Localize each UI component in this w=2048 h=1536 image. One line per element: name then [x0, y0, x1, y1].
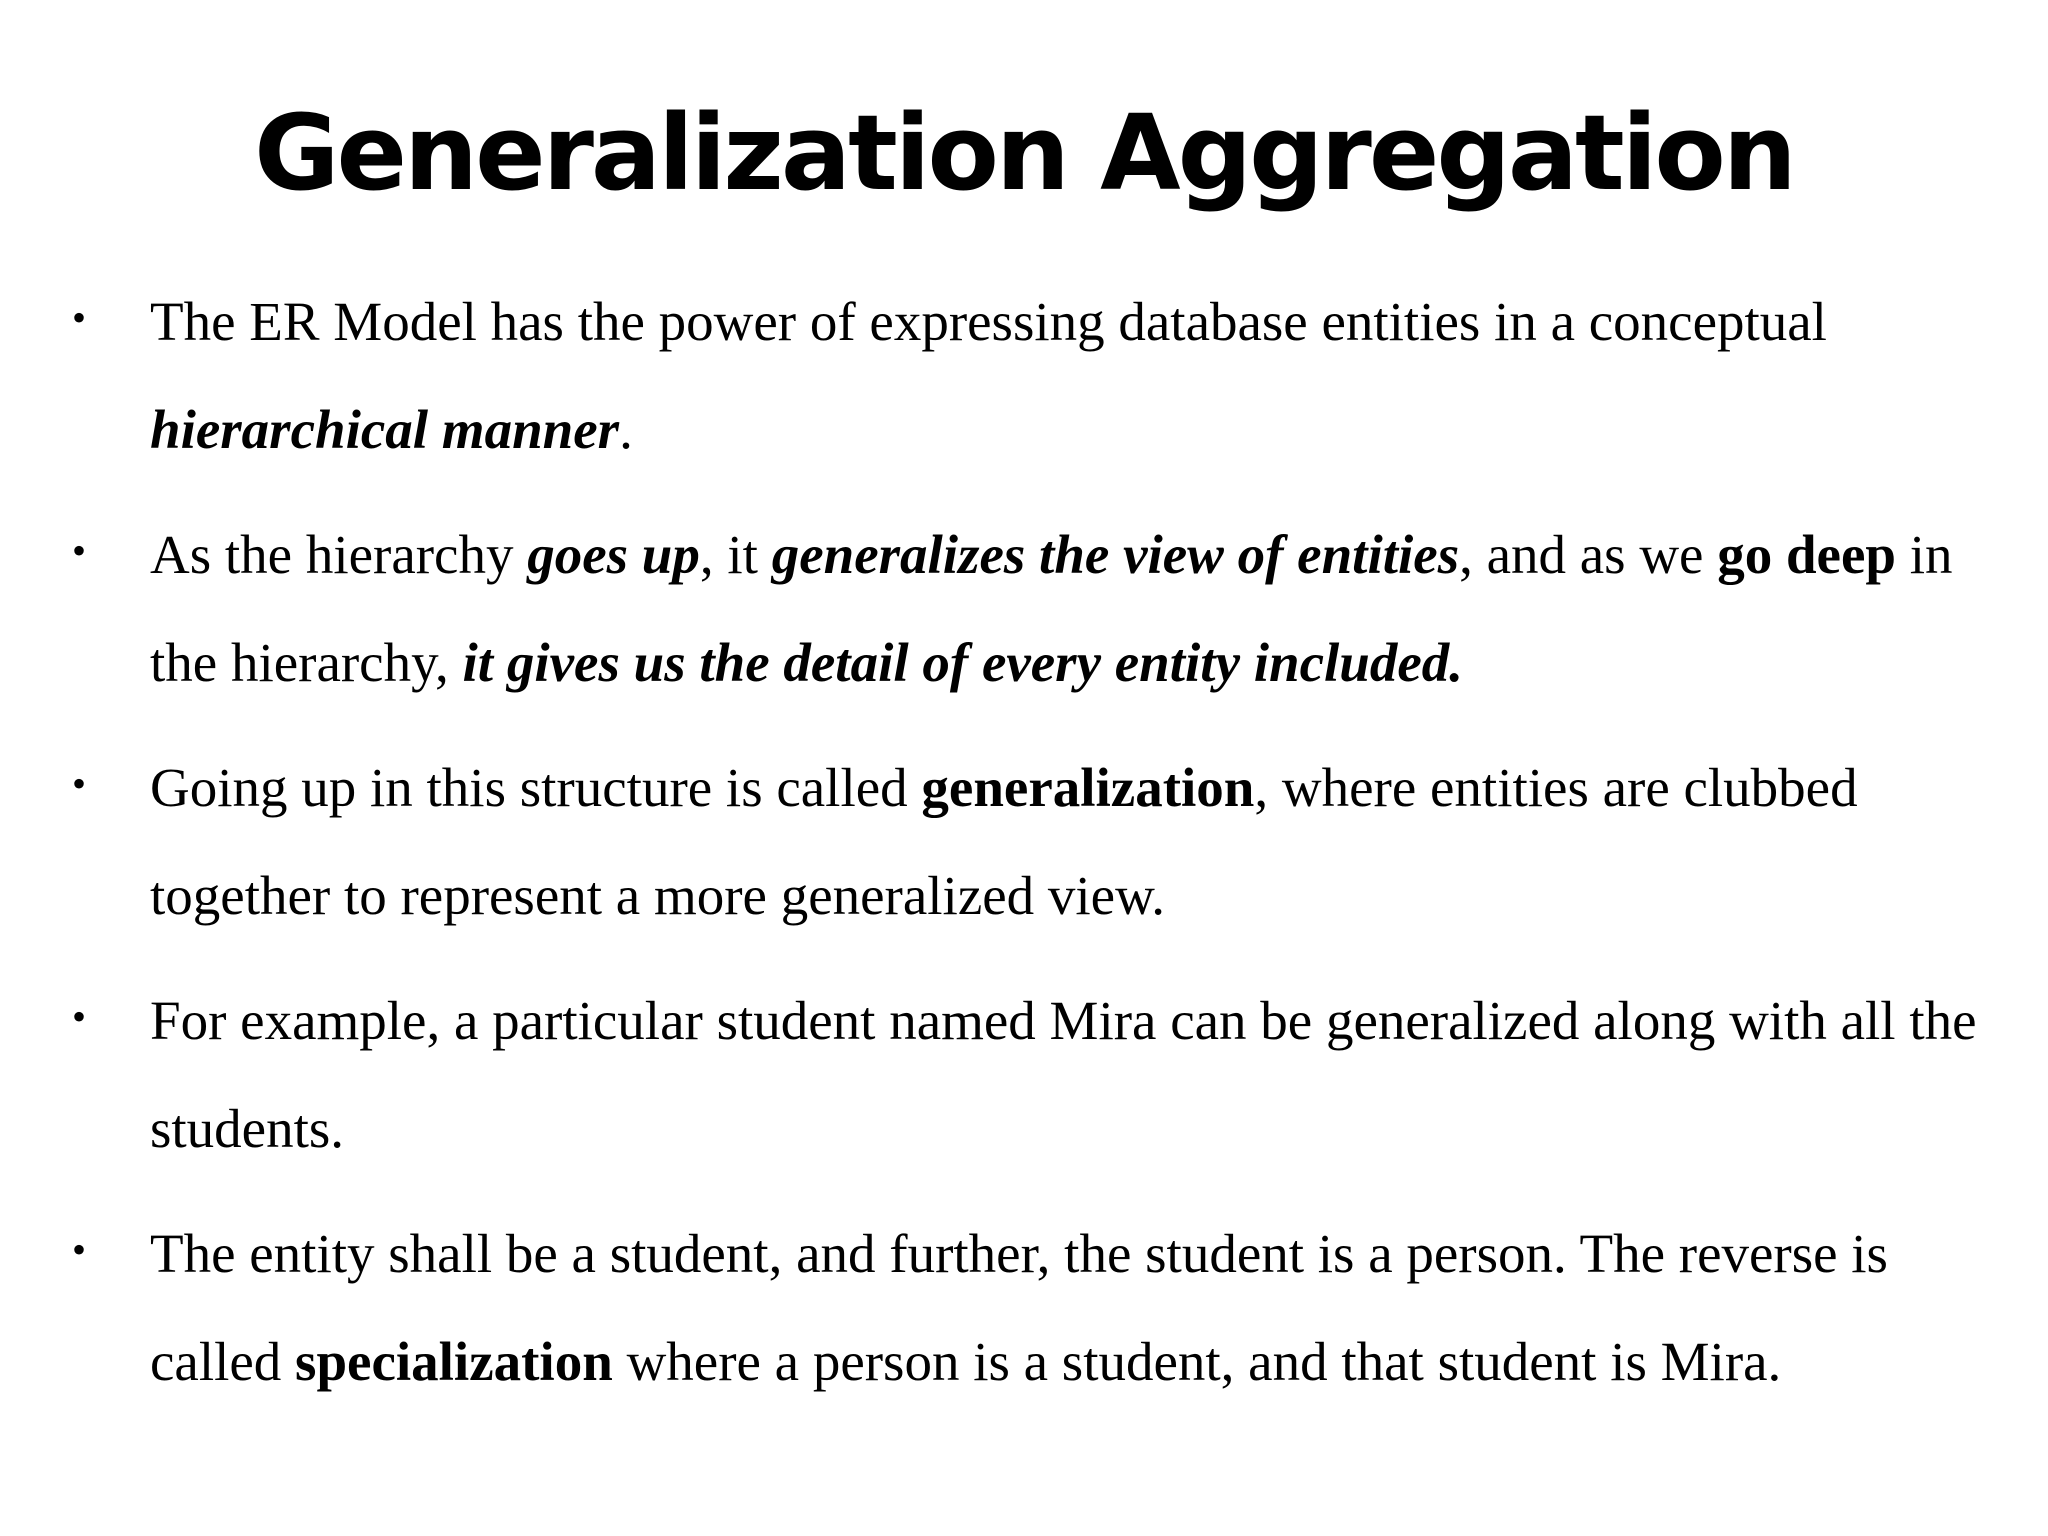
bullet-item	[0, 501, 2048, 717]
bullet-item	[0, 268, 2048, 484]
bullet-icon: •	[72, 761, 87, 806]
bullet-icon: •	[72, 528, 87, 573]
bullet-text: .	[619, 399, 633, 460]
bold-text: generalization	[921, 757, 1255, 818]
bullet-text: , and as we	[1459, 524, 1718, 585]
bullet-icon: •	[72, 295, 87, 340]
bold-text: specialization	[295, 1331, 613, 1392]
bullet-item	[0, 967, 2048, 1183]
bullet-list	[0, 268, 2048, 1433]
bullet-text: , it	[699, 524, 772, 585]
bullet-text: As the hierarchy	[150, 524, 528, 585]
bullet-text: , where entities are clubbed together to represent a more generalized view.	[150, 757, 1858, 926]
emphasis-text: goes up	[527, 524, 700, 585]
bullet-icon: •	[72, 1227, 87, 1272]
bullet-icon: •	[72, 994, 87, 1039]
bullet-text: For example, a particular student named Mira can be generalized along with all the students.	[150, 990, 1977, 1159]
bullet-text: The ER Model has the power of expressing database entities in a conceptual	[150, 291, 1827, 352]
emphasis-text: it gives us the detail of every entity included.	[462, 632, 1464, 693]
bullet-text: Going up in this structure is called	[150, 757, 922, 818]
emphasis-text: generalizes the view of entities	[771, 524, 1460, 585]
bullet-text: in the hierarchy,	[150, 524, 1953, 693]
bullet-item	[0, 734, 2048, 950]
slide-title: Generalization Aggregation	[254, 92, 1794, 214]
bullet-text: where a person is a student, and that student is Mira.	[612, 1331, 1782, 1392]
bold-text: go deep	[1717, 524, 1896, 585]
emphasis-text: hierarchical manner	[150, 399, 620, 460]
bullet-item	[0, 1200, 2048, 1416]
bullet-text: The entity shall be a student, and further, the student is a person. The reverse is called	[150, 1223, 1888, 1392]
